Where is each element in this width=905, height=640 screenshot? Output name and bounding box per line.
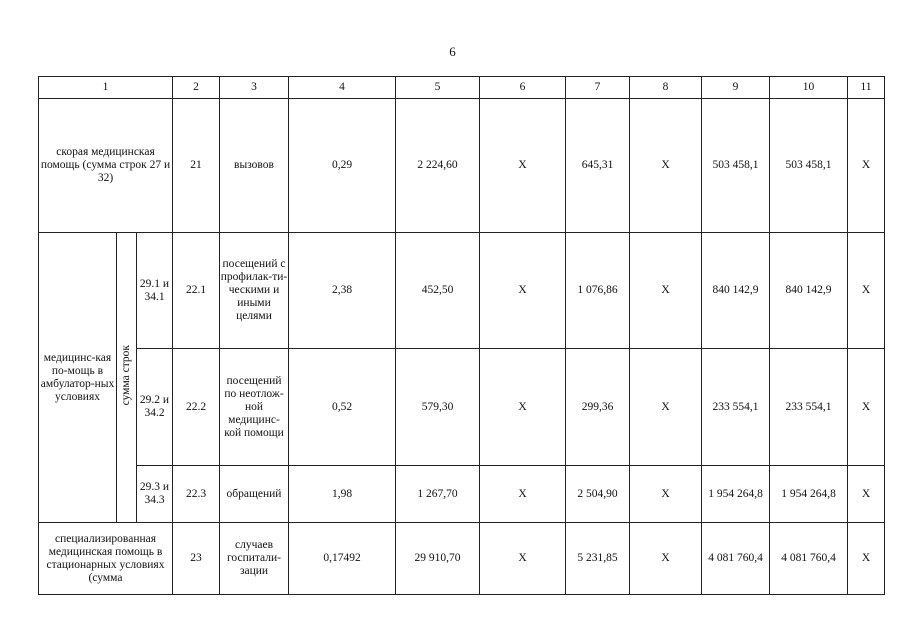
- unit-cell: обращений: [220, 466, 289, 523]
- value-cell-6: X: [480, 466, 566, 523]
- vertical-label-text: сумма строк: [120, 345, 132, 406]
- value-cell-4: 1,98: [289, 466, 396, 523]
- header-cell-6: 6: [480, 77, 566, 99]
- table-row-21: [39, 99, 885, 233]
- value-cell-5: 1 267,70: [396, 466, 480, 523]
- line-number-cell: 21: [173, 99, 220, 233]
- table-row-22-3: [39, 466, 885, 523]
- value-cell-11: X: [848, 349, 885, 466]
- value-cell-7: 299,36: [566, 349, 630, 466]
- value-cell-11: X: [848, 523, 885, 595]
- header-cell-10: 10: [770, 77, 848, 99]
- value-cell-8: X: [630, 523, 702, 595]
- value-cell-9: 4 081 760,4: [702, 523, 770, 595]
- value-cell-4: 2,38: [289, 233, 396, 349]
- ambulatory-name-cell: медицинс-кая по-мощь в амбулатор-ных условиях: [39, 233, 117, 523]
- value-cell-11: X: [848, 466, 885, 523]
- value-cell-8: X: [630, 349, 702, 466]
- value-cell-4: 0,29: [289, 99, 396, 233]
- value-cell-5: 452,50: [396, 233, 480, 349]
- header-cell-1: 1: [39, 77, 173, 99]
- line-number-cell: 22.1: [173, 233, 220, 349]
- value-cell-7: 5 231,85: [566, 523, 630, 595]
- table-row-22-2: [39, 349, 885, 466]
- value-cell-7: 645,31: [566, 99, 630, 233]
- value-cell-10: 233 554,1: [770, 349, 848, 466]
- budget-table: [38, 76, 885, 595]
- line-number-cell: 22.2: [173, 349, 220, 466]
- table-row-22-1: [39, 233, 885, 349]
- header-cell-11: 11: [848, 77, 885, 99]
- header-cell-3: 3: [220, 77, 289, 99]
- value-cell-9: 840 142,9: [702, 233, 770, 349]
- header-cell-4: 4: [289, 77, 396, 99]
- line-number-cell: 22.3: [173, 466, 220, 523]
- value-cell-9: 503 458,1: [702, 99, 770, 233]
- header-cell-9: 9: [702, 77, 770, 99]
- unit-cell: случаев госпитали-зации: [220, 523, 289, 595]
- value-cell-6: X: [480, 349, 566, 466]
- unit-cell: посещений по неотлож-ной медицинс-кой помощи: [220, 349, 289, 466]
- header-row: [39, 77, 885, 99]
- value-cell-8: X: [630, 99, 702, 233]
- value-cell-10: 4 081 760,4: [770, 523, 848, 595]
- header-cell-8: 8: [630, 77, 702, 99]
- value-cell-9: 1 954 264,8: [702, 466, 770, 523]
- source-lines-cell: 29.1 и 34.1: [137, 233, 173, 349]
- value-cell-11: X: [848, 99, 885, 233]
- header-cell-7: 7: [566, 77, 630, 99]
- value-cell-6: X: [480, 523, 566, 595]
- vertical-label-cell: [117, 233, 137, 523]
- header-cell-2: 2: [173, 77, 220, 99]
- source-lines-cell: 29.2 и 34.2: [137, 349, 173, 466]
- table-row-23: [39, 523, 885, 595]
- value-cell-10: 840 142,9: [770, 233, 848, 349]
- source-lines-cell: 29.3 и 34.3: [137, 466, 173, 523]
- row-name-cell: специализированная медицинская помощь в стационарных условиях (сумма: [39, 523, 173, 595]
- value-cell-9: 233 554,1: [702, 349, 770, 466]
- value-cell-5: 2 224,60: [396, 99, 480, 233]
- unit-cell: посещений с профилак-ти-ческими и иными целями: [220, 233, 289, 349]
- value-cell-8: X: [630, 466, 702, 523]
- value-cell-5: 29 910,70: [396, 523, 480, 595]
- value-cell-7: 1 076,86: [566, 233, 630, 349]
- unit-cell: вызовов: [220, 99, 289, 233]
- value-cell-8: X: [630, 233, 702, 349]
- row-name-cell: скорая медицинская помощь (сумма строк 27 и 32): [39, 99, 173, 233]
- value-cell-7: 2 504,90: [566, 466, 630, 523]
- value-cell-11: X: [848, 233, 885, 349]
- value-cell-4: 0,52: [289, 349, 396, 466]
- page-number: 6: [449, 44, 456, 59]
- line-number-cell: 23: [173, 523, 220, 595]
- header-cell-5: 5: [396, 77, 480, 99]
- value-cell-5: 579,30: [396, 349, 480, 466]
- value-cell-6: X: [480, 233, 566, 349]
- value-cell-4: 0,17492: [289, 523, 396, 595]
- value-cell-10: 1 954 264,8: [770, 466, 848, 523]
- value-cell-6: X: [480, 99, 566, 233]
- value-cell-10: 503 458,1: [770, 99, 848, 233]
